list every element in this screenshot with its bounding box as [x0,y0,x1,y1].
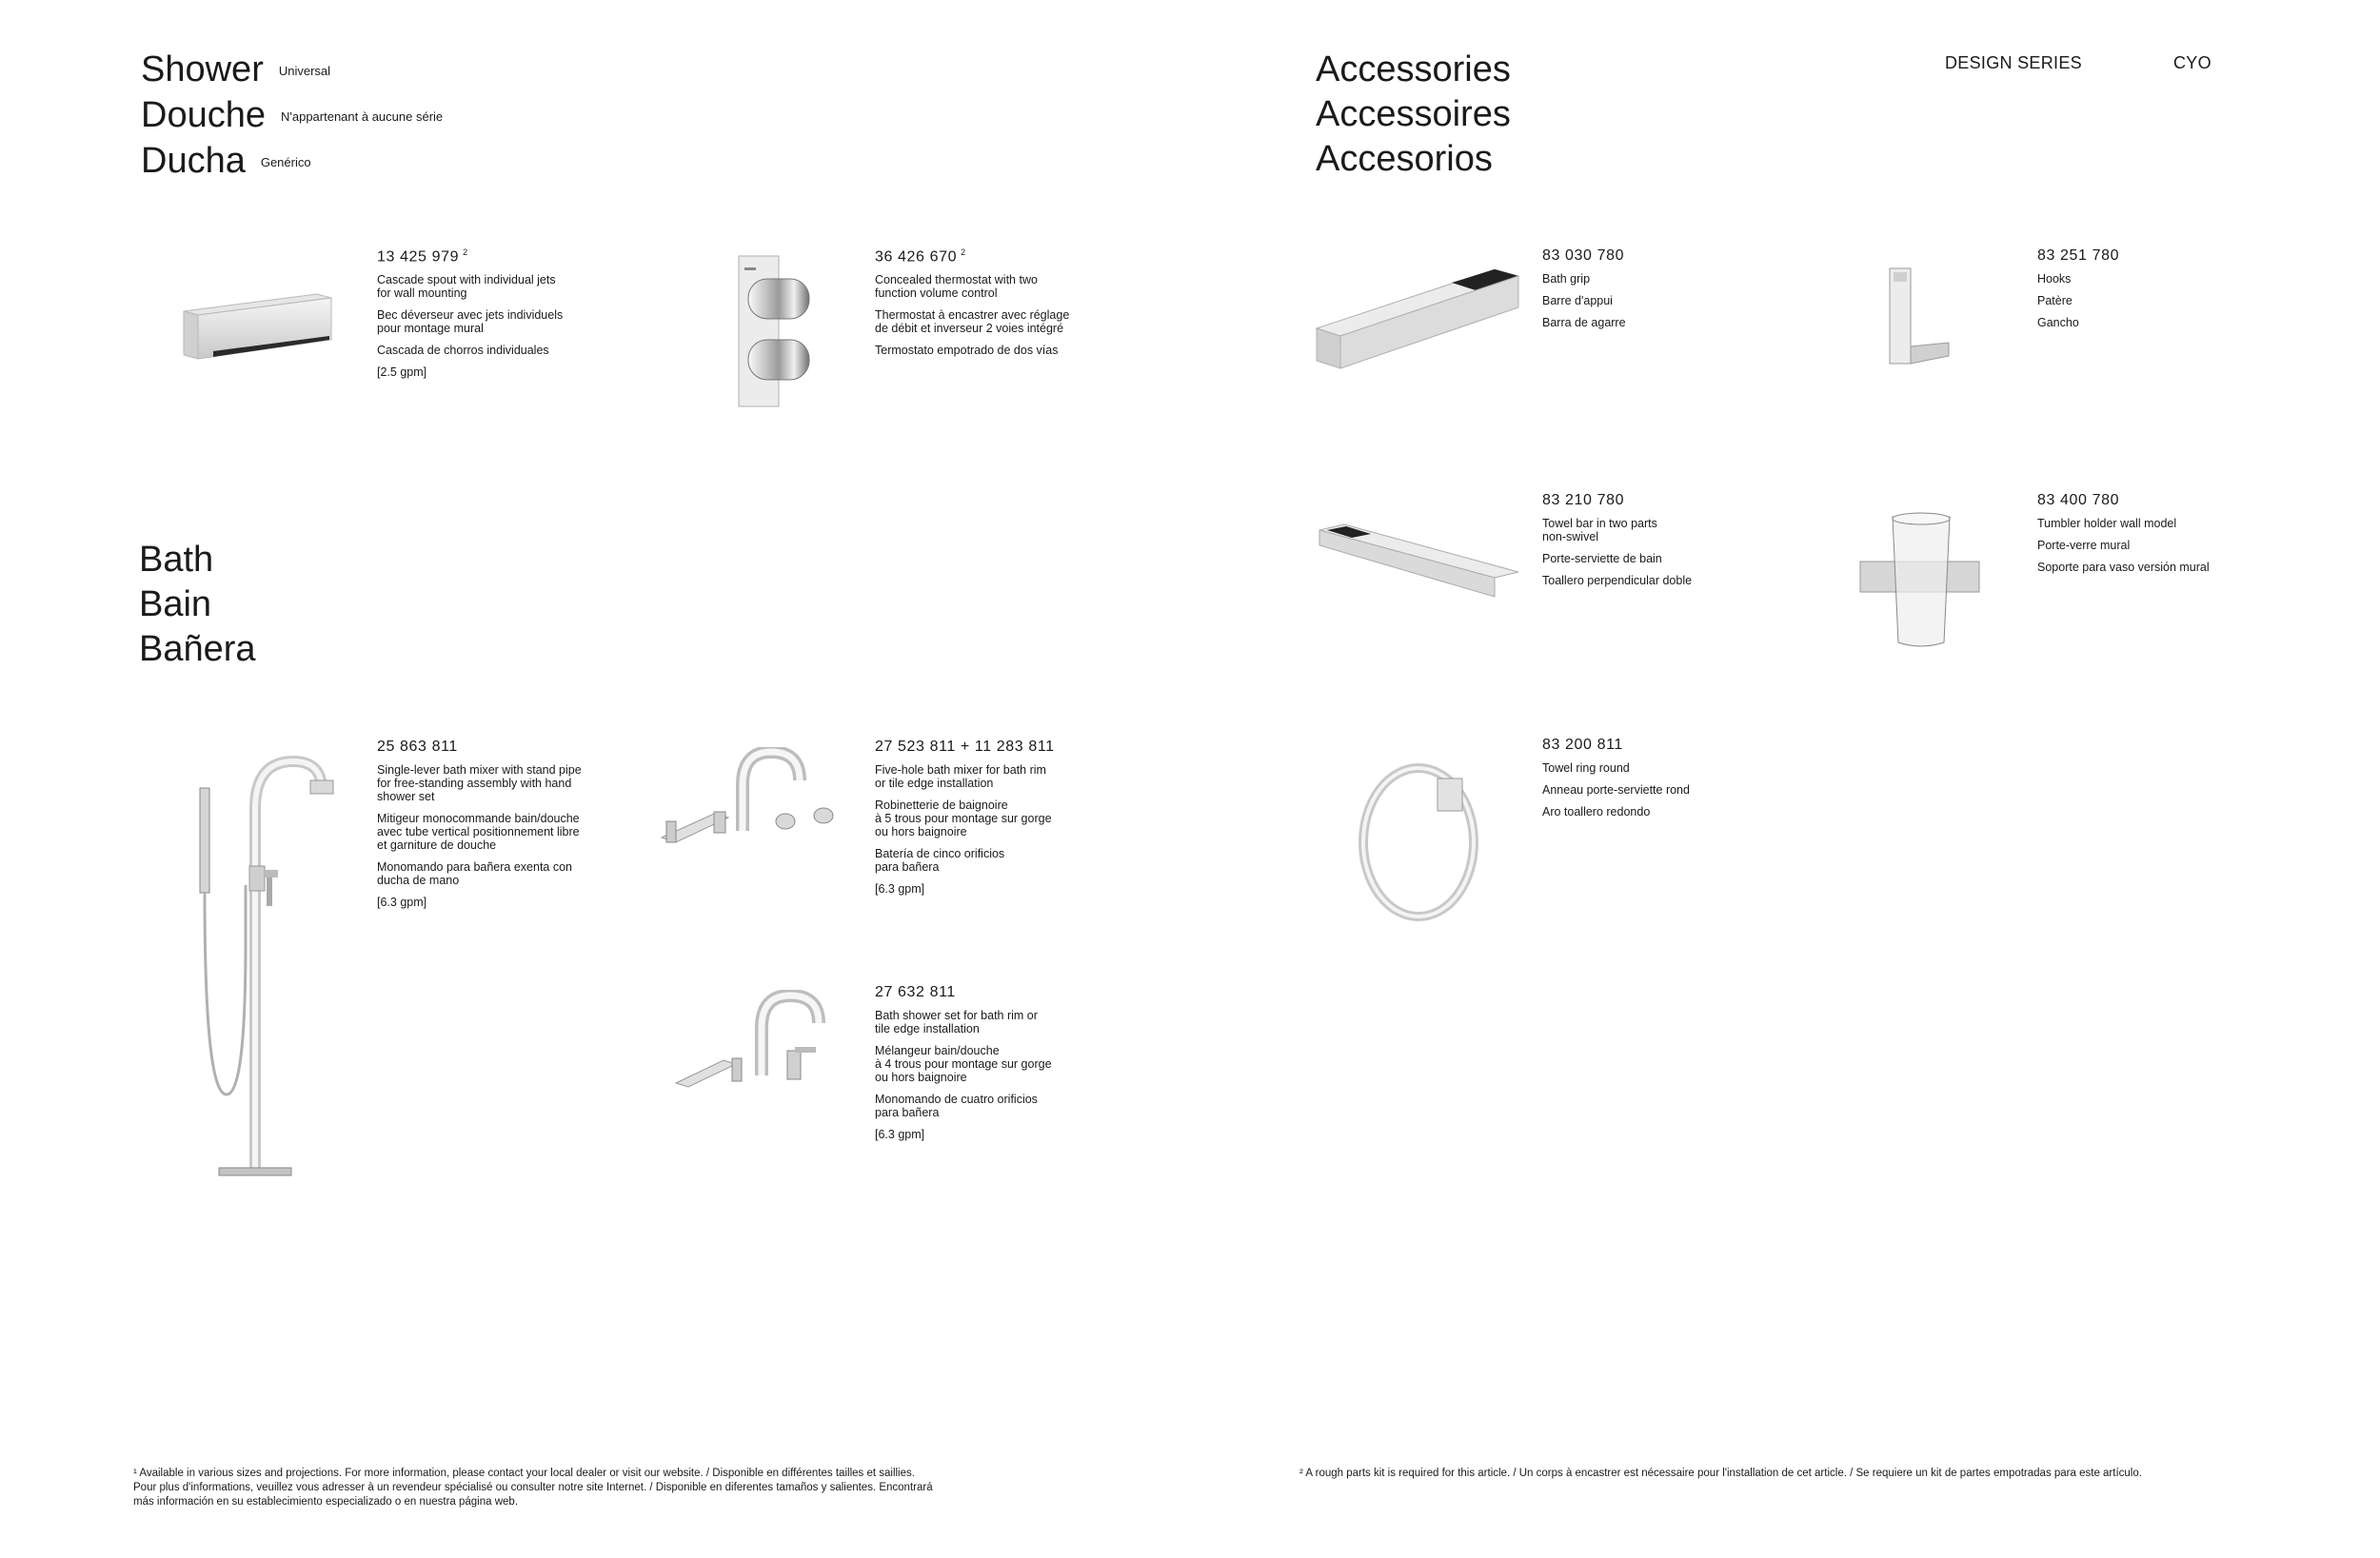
description-en: Bath grip [1542,272,1591,286]
product-code: 83 210 780 [1542,492,1625,508]
product-83-251-780 [2037,247,2266,338]
thermostat-icon [735,252,825,409]
product-code: 36 426 670 $^2$ [875,247,966,266]
description-fr: Mélangeur bain/douche à 4 trous pour montage sur gorge ou hors baignoire [875,1044,1052,1084]
flow-rate: [6.3 gpm] [875,882,925,896]
description-en: Concealed thermostat with two function volume control [875,273,1038,301]
design-series-name: CYO [2173,53,2211,72]
product-83-400-780 [2037,492,2266,582]
description-es: Batería de cinco orificios para bañera [875,847,1005,874]
heading-line: Douche $^{N'appartenant à aucune série}$ [141,95,444,135]
description-es: Aro toallero redondo [1542,805,1651,818]
freestanding-bath-mixer-icon [188,752,341,1180]
heading-line: Bañera [139,629,256,669]
product-code: 25 863 811 [377,739,458,755]
description-es: Termostato empotrado de dos vías [875,344,1059,358]
description-en: Single-lever bath mixer with stand pipe for free-standing assembly with hand shower set [377,763,582,803]
tumbler-holder-icon [1856,509,1985,652]
description-es: Soporte para vaso versión mural [2037,561,2210,574]
description-en: Bath shower set for bath rim or tile edge installation [875,1009,1038,1035]
description-en: Hooks [2037,272,2072,286]
description-fr: Robinetterie de baignoire à 5 trous pour montage sur gorge ou hors baignoire [875,799,1052,838]
product-36-426-670 [875,247,1103,365]
product-25-863-811 [377,739,605,917]
description-en: Five-hole bath mixer for bath rim or tile edge installation [875,763,1046,790]
description-fr: Thermostat à encastrer avec réglage de débit et inverseur 2 voies intégré [875,308,1070,336]
description-es: Toallero perpendicular doble [1542,574,1693,587]
product-83-200-811 [1542,737,1771,827]
description-es: Monomando para bañera exenta con ducha de mano [377,860,573,887]
product-code: 83 030 780 [1542,247,1625,264]
product-83-210-780 [1542,492,1771,596]
description-en: Towel ring round [1542,761,1630,775]
towel-bar-icon [1314,519,1523,604]
flow-rate: [2.5 gpm] [377,365,427,380]
product-code: 83 251 780 [2037,247,2120,264]
flow-rate: [6.3 gpm] [875,1128,925,1141]
product-83-030-780 [1542,247,1771,338]
description-en: Tumbler holder wall model [2037,517,2177,530]
description-es: Gancho [2037,316,2079,329]
description-fr: Patère [2037,294,2073,307]
design-series-label: DESIGN SERIES [1945,53,2082,72]
heading-line: Accesorios [1316,139,1493,179]
product-code: 83 400 780 [2037,492,2120,508]
accessories-heading [1316,48,1511,182]
heading-line: Bath [139,540,214,580]
description-es: Barra de agarre [1542,316,1626,329]
product-code: 13 425 979 $^2$ [377,247,468,266]
product-code: 83 200 811 [1542,737,1623,753]
footnote-2: ² A rough parts kit is required for this article. / Un corps à encastrer est nécessaire pour l'installation de cet article. / Se requiere un kit de partes empotradas para este artículo. [1299,1468,2142,1479]
footnote-1: ¹ Available in various sizes and projections. For more information, please contact your local dealer or visit our website. / Disponible en différentes tailles et saillies. Pour plus d'informations, veuillez vous adresser à un revendeur spécialisé ou consulter notre site Internet. / Disponible en diferentes tamaños y salientes. Encontrará más información en su establecimiento especializado o en nuestra página web. [133,1468,933,1508]
shower-heading [141,48,443,185]
description-en: Towel bar in two parts non-swivel [1542,517,1657,543]
bath-grip-icon [1309,262,1523,376]
heading-line: Ducha $^{Genérico}$ [141,141,311,181]
description-fr: Anneau porte-serviette rond [1542,783,1690,797]
description-fr: Mitigeur monocommande bain/douche avec tube vertical positionnement libre et garniture de douche [377,812,580,852]
description-es: Monomando de cuatro orificios para bañera [875,1093,1038,1119]
cascade-spout-icon [179,290,336,366]
product-13-425-979 [377,247,605,387]
heading-line: Shower $^{Universal}$ [141,49,331,89]
heading-line: Accessoires [1316,94,1511,134]
product-code: 27 632 811 [875,984,956,1000]
description-es: Cascada de chorros individuales [377,344,549,358]
five-hole-bath-mixer-icon [657,747,843,852]
product-code: 27 523 811 + 11 283 811 [875,739,1055,755]
hook-icon [1880,265,1956,369]
description-fr: Porte-serviette de bain [1542,552,1662,565]
description-fr: Porte-verre mural [2037,539,2131,552]
heading-line: Accessories [1316,49,1511,89]
product-27-632-811 [875,984,1103,1150]
towel-ring-icon [1344,752,1492,928]
four-hole-bath-set-icon [671,990,833,1095]
description-fr: Barre d'appui [1542,294,1613,307]
product-27-523-811 [875,739,1103,904]
description-fr: Bec déverseur avec jets individuels pour montage mural [377,308,564,336]
bath-heading [139,538,256,672]
flow-rate: [6.3 gpm] [377,896,427,909]
description-en: Cascade spout with individual jets for wall mounting [377,273,556,301]
heading-line: Bain [139,584,212,624]
